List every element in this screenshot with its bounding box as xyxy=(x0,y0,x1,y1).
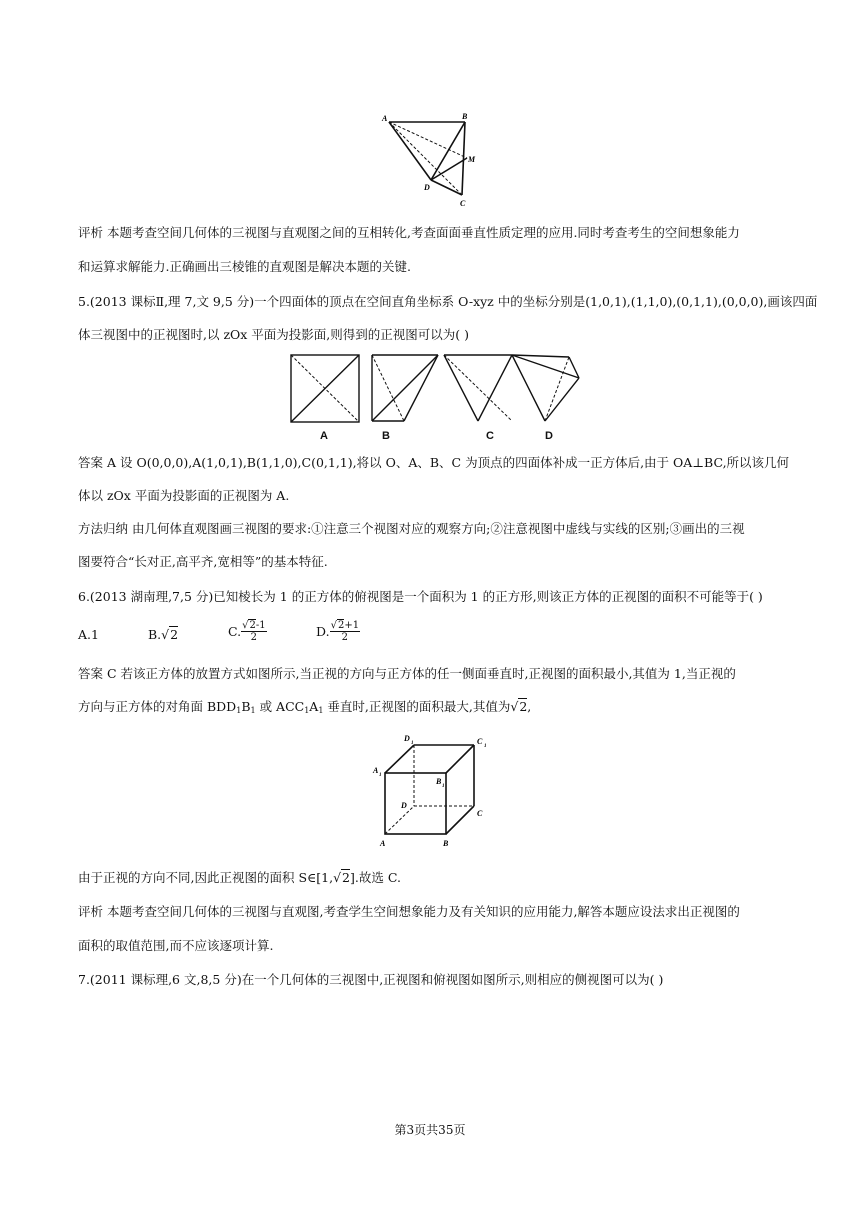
q6-option-d-sqrt-sign: √ xyxy=(330,620,337,631)
q6-answer-sqrt-sign: √ xyxy=(510,699,519,714)
q6-conclusion-part-a: 由于正视的方向不同,因此正视图的面积 S∈[1, xyxy=(78,870,334,885)
q6-answer-sub-2: 1 xyxy=(250,706,256,715)
cube-label-A1-sub: 1 xyxy=(379,773,382,778)
q6-option-b-sqrt-sign: √ xyxy=(161,627,170,642)
cube-label-B1-sub: 1 xyxy=(442,784,445,789)
q6-answer-line2-part-d: A xyxy=(309,699,319,714)
label-D: D xyxy=(424,183,430,192)
q6-answer-line2-part-e: 垂直时,正视图的面积最大,其值为 xyxy=(323,699,511,714)
cube-label-D: D xyxy=(401,801,407,810)
q6-option-c-denominator: 2 xyxy=(250,632,258,643)
q6-conclusion xyxy=(78,869,401,887)
q6-stem: 6.(2013 湖南理,7,5 分)已知棱长为 1 的正方体的俯视图是一个面积为 1 的正方形,则该正方体的正视图的面积不可能等于( ) xyxy=(78,589,763,604)
q6-option-a: A.1 xyxy=(78,627,99,642)
cube-label-A1: A xyxy=(373,766,379,775)
cube-label-B: B xyxy=(443,839,449,848)
q6-answer-line1: 答案 C 若该正方体的放置方式如图所示,当正视的方向与正方体的任一侧面垂直时,正视图的面积最小,其值为 1,当正视的 xyxy=(78,666,736,681)
q5-option-c-label: C xyxy=(486,430,494,442)
q5-answer-line1: 答案 A 设 O(0,0,0),A(1,0,1),B(1,1,0),C(0,1,1),将以 O、A、B、C 为顶点的四面体补成一正方体后,由于 OA⊥BC,所以该几何 xyxy=(78,455,790,470)
q6-answer-line2-part-a: 方向与正方体的对角面 BDD xyxy=(78,699,237,714)
cube-label-C: C xyxy=(477,809,483,818)
q4-comment-line2: 和运算求解能力.正确画出三棱锥的直观图是解决本题的关键. xyxy=(78,259,411,274)
q5-method-line2: 图要符合“长对正,高平齐,宽相等”的基本特征. xyxy=(78,554,328,569)
q6-option-c-prefix: C. xyxy=(228,624,242,639)
q6-option-d-prefix: D. xyxy=(316,624,330,639)
q6-option-d-radicand: 2 xyxy=(337,620,345,631)
q6-option-c-num-tail: -1 xyxy=(255,620,266,631)
cube-label-C1: C xyxy=(477,737,483,746)
q6-option-d-num-tail: +1 xyxy=(344,620,360,631)
cube-label-D1: D xyxy=(404,734,410,743)
cube-label-C1-sub: 1 xyxy=(484,744,487,749)
q6-answer-radicand: 2 xyxy=(519,699,528,714)
q5-answer-line2: 体以 zOx 平面为投影面的正视图为 A. xyxy=(78,488,290,503)
label-B: B xyxy=(462,112,468,121)
label-M: M xyxy=(468,155,476,164)
q6-option-b-prefix: B. xyxy=(148,627,162,642)
q6-conclusion-sqrt-sign: √ xyxy=(333,870,342,885)
q6-comment-line1: 评析 本题考查空间几何体的三视图与直观图,考查学生空间想象能力及有关知识的应用能力,解答本题应设法求出正视图的 xyxy=(78,904,740,919)
q6-answer-sub-3: 1 xyxy=(304,706,310,715)
q6-conclusion-part-b: ].故选 C. xyxy=(350,870,401,885)
q6-answer-sub-4: 1 xyxy=(318,706,324,715)
q6-answer-sub-1: 1 xyxy=(236,706,242,715)
q5-method-line1: 方法归纳 由几何体直观图画三视图的要求:①注意三个视图对应的观察方向;②注意视图中虚线与实线的区别;③画出的三视 xyxy=(78,521,745,536)
q4-comment-line1: 评析 本题考查空间几何体的三视图与直观图之间的互相转化,考查面面垂直性质定理的应用.同时考查考生的空间想象能力 xyxy=(78,225,740,240)
q5-option-a-label: A xyxy=(320,430,328,442)
q6-conclusion-radicand: 2 xyxy=(342,870,350,885)
q6-option-c-sqrt-sign: √ xyxy=(242,620,249,631)
q7-stem: 7.(2011 课标理,6 文,8,5 分)在一个几何体的三视图中,正视图和俯视图如图所示,则相应的侧视图可以为( ) xyxy=(78,972,664,987)
q6-comment-line2: 面积的取值范围,而不应该逐项计算. xyxy=(78,938,274,953)
q6-answer-line2-part-b: B xyxy=(241,699,251,714)
cube-label-A: A xyxy=(380,839,386,848)
q6-answer-line2-part-c: 或 ACC xyxy=(255,699,305,714)
q5-option-d-label: D xyxy=(545,430,553,442)
cube-label-D1-sub: 1 xyxy=(411,741,414,746)
label-A: A xyxy=(382,114,388,123)
q5-option-b-label: B xyxy=(382,430,390,442)
q6-option-b-radicand: 2 xyxy=(170,627,179,642)
q5-stem-line2: 体三视图中的正视图时,以 zOx 平面为投影面,则得到的正视图可以为( ) xyxy=(78,327,470,342)
page-footer: 第3页共35页 xyxy=(394,1123,466,1137)
label-C: C xyxy=(460,199,466,208)
q5-stem-line1: 5.(2013 课标Ⅱ,理 7,文 9,5 分)一个四面体的顶点在空间直角坐标系 O-xyz 中的坐标分别是(1,0,1),(1,1,0),(0,1,1),(0,0,0),画该四面 xyxy=(78,294,818,309)
cube-label-B1: B xyxy=(436,777,442,786)
q6-answer-line2: 方向与正方体的对角面 $BDD_1B_1$ 或 $ACC_1A_1$ 垂直时,正视图的面积最大,其值为√2, xyxy=(78,699,532,715)
q6-option-d-denominator: 2 xyxy=(341,632,348,643)
q6-option-c-radicand: 2 xyxy=(249,620,256,631)
